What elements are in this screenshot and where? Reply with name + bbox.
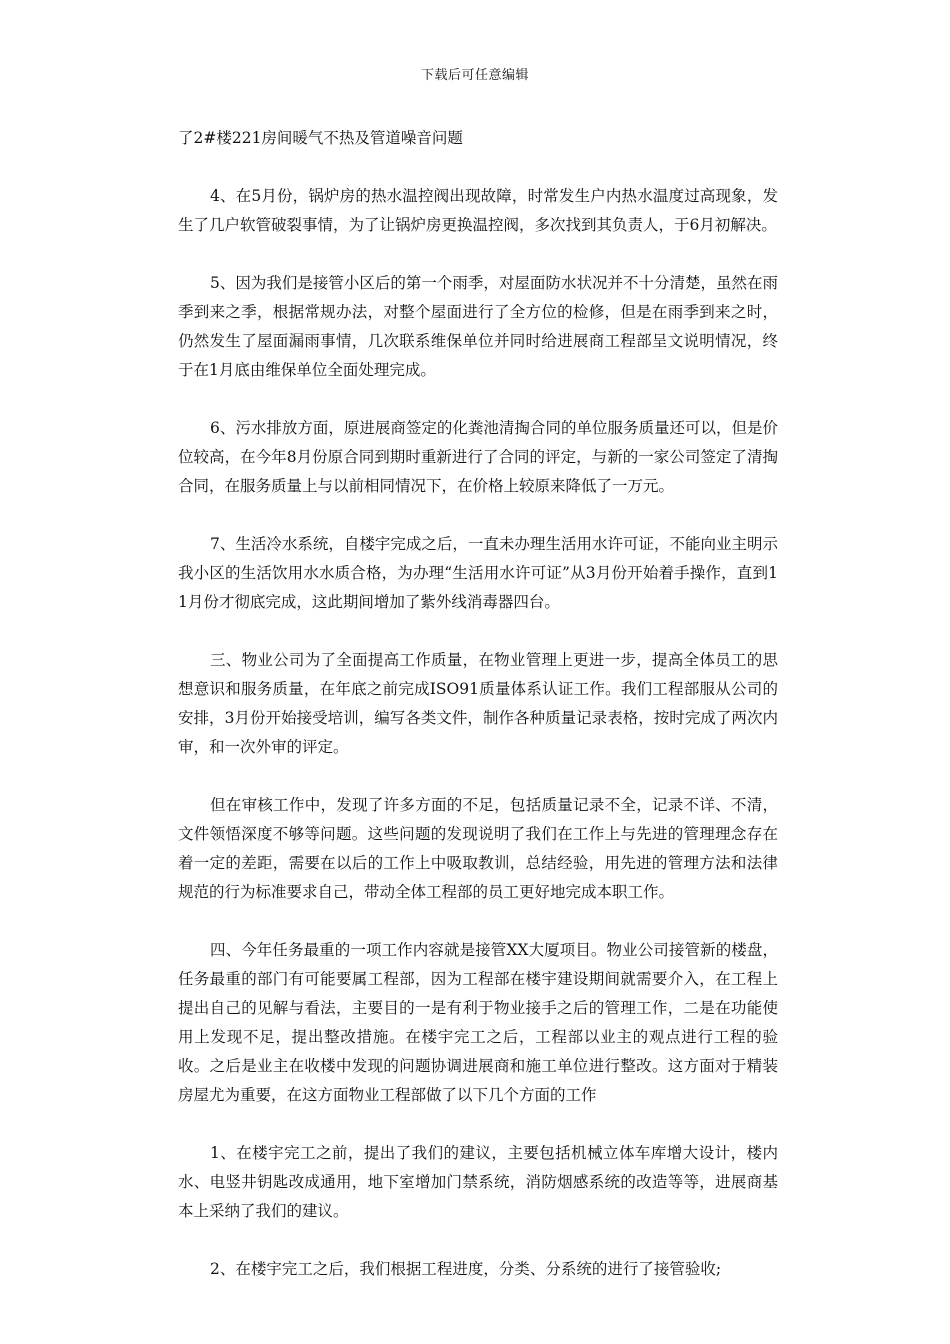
paragraph-subitem-2: 2、在楼宇完工之后，我们根据工程进度，分类、分系统的进行了接管验收;	[210, 1260, 722, 1278]
page-header: 下载后可任意编辑	[420, 68, 529, 83]
paragraph-continuation: 了2#楼221房间暖气不热及管道噪音问题	[178, 129, 463, 147]
paragraph-audit-shortcomings: 但在审核工作中，发现了许多方面的不足，包括质量记录不全，记录不详、不清，文件领悟深度不够等问题。这些问题的发现说明了我们在工作上与先进的管理理念存在着一定的差距，需要在以后的工作上中吸取教训，总结经验，用先进的管理方法和法律规范的行为标准要求自己，带动全体工程部的员工更好地完成本职工作。	[178, 796, 778, 901]
paragraph-item-6: 6、污水排放方面，原进展商签定的化粪池清掏合同的单位服务质量还可以，但是价位较高，在今年8月份原合同到期时重新进行了合同的评定，与新的一家公司签定了清掏合同，在服务质量上与以前相同情况下，在价格上较原来降低了一万元。	[178, 419, 778, 495]
paragraph-section-4: 四、今年任务最重的一项工作内容就是接管XX大厦项目。物业公司接管新的楼盘，任务最重的部门有可能要属工程部，因为工程部在楼宇建设期间就需要介入，在工程上提出自己的见解与看法，主要目的一是有利于物业接手之后的管理工作，二是在功能使用上发现不足，提出整改措施。在楼宇完工之后，工程部以业主的观点进行工程的验收。之后是业主在收楼中发现的问题协调进展商和施工单位进行整改。这方面对于精装房屋尤为重要，在这方面物业工程部做了以下几个方面的工作	[178, 941, 778, 1104]
document-body	[178, 124, 778, 1313]
paragraph-item-4: 4、在5月份，锅炉房的热水温控阀出现故障，时常发生户内热水温度过高现象，发生了几户软管破裂事情，为了让锅炉房更换温控阀，多次找到其负责人，于6月初解决。	[178, 187, 778, 234]
paragraph-item-5: 5、因为我们是接管小区后的第一个雨季，对屋面防水状况并不十分清楚，虽然在雨季到来之季，根据常规办法，对整个屋面进行了全方位的检修，但是在雨季到来之时，仍然发生了屋面漏雨事情，几次联系维保单位并同时给进展商工程部呈文说明情况，终于在1月底由维保单位全面处理完成。	[178, 274, 778, 379]
paragraph-subitem-1: 1、在楼宇完工之前，提出了我们的建议，主要包括机械立体车库增大设计，楼内水、电竖井钥匙改成通用，地下室增加门禁系统，消防烟感系统的改造等等，进展商基本上采纳了我们的建议。	[178, 1144, 778, 1220]
paragraph-item-7: 7、生活冷水系统，自楼宇完成之后，一直未办理生活用水许可证，不能向业主明示我小区的生活饮用水水质合格，为办理“生活用水许可证”从3月份开始着手操作，直到11月份才彻底完成，这此期间增加了紫外线消毒器四台。	[178, 535, 778, 611]
paragraph-section-3: 三、物业公司为了全面提高工作质量，在物业管理上更进一步，提高全体员工的思想意识和服务质量，在年底之前完成ISO91质量体系认证工作。我们工程部服从公司的安排，3月份开始接受培训，编写各类文件，制作各种质量记录表格，按时完成了两次内审，和一次外审的评定。	[178, 651, 778, 756]
